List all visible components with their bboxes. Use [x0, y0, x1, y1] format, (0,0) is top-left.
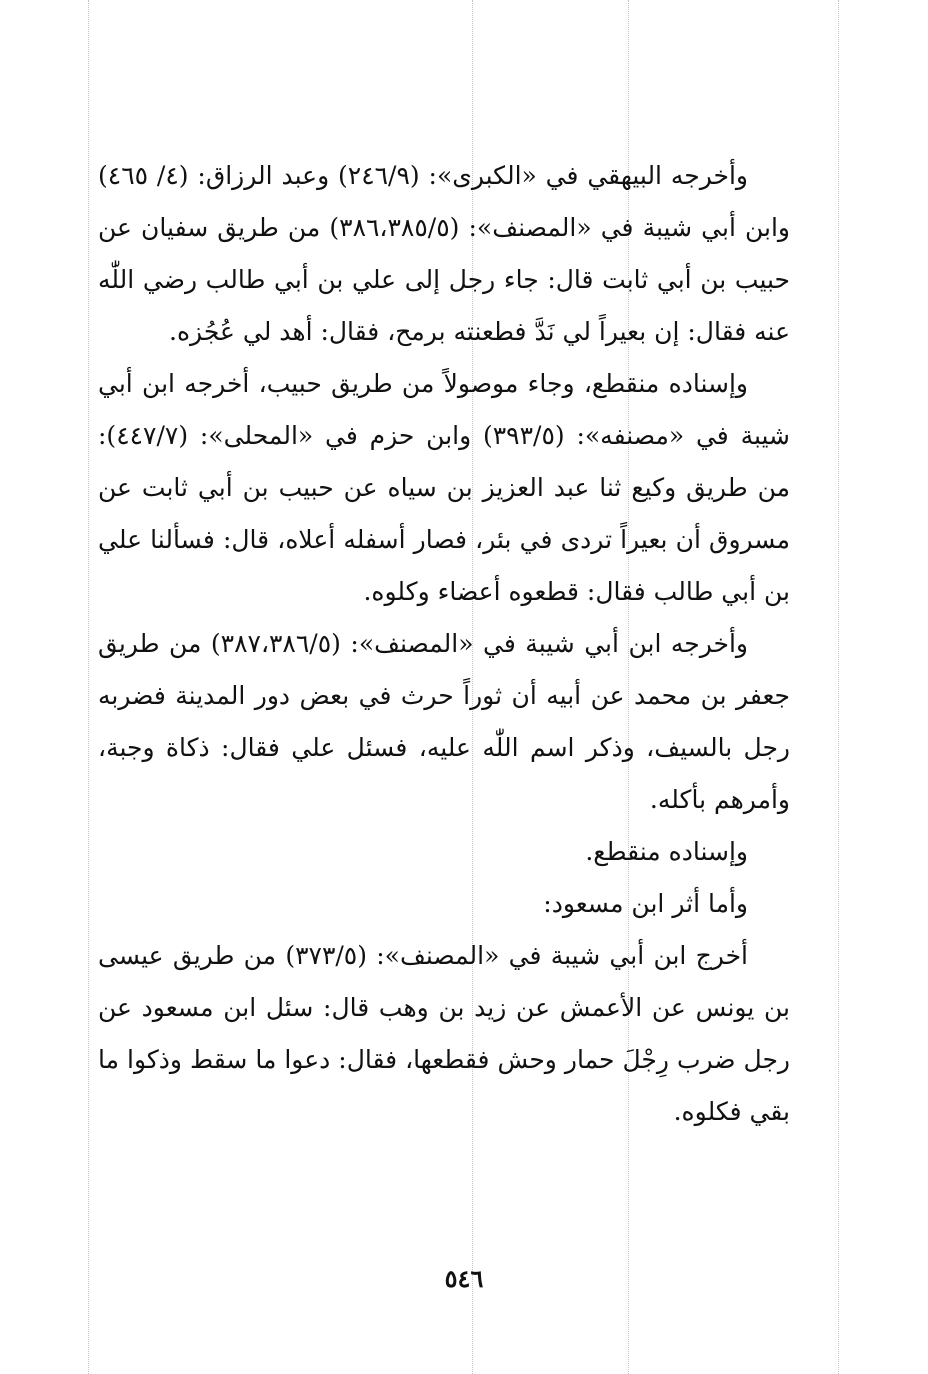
paragraph: أخرج ابن أبي شيبة في «المصنف»: (٣٧٣/٥) من طريق عيسى بن يونس عن الأعمش عن زيد بن وهب قال: سئل ابن مسعود عن رجل ضرب رِجْلَ حمار وحش فقطعها، فقال: دعوا ما سقط وذكوا ما بقي فكلوه. [98, 941, 790, 1126]
page-body [98, 150, 790, 1138]
paragraph: وإسناده منقطع، وجاء موصولاً من طريق حبيب، أخرجه ابن أبي شيبة في «مصنفه»: (٣٩٣/٥) وابن حزم في «المحلى»: (٤٤٧/٧): من طريق وكيع ثنا عبد العزيز بن سياه عن حبيب بن أبي ثابت عن مسروق أن بعيراً تردى في بئر، فصار أسفله أعلاه، قال: فسألنا علي بن أبي طالب فقال: قطعوه أعضاء وكلوه. [98, 369, 791, 606]
scan-dotted-line [838, 0, 839, 1374]
paragraph: وأما أثر ابن مسعود: [543, 889, 748, 918]
scan-dotted-line [88, 0, 89, 1374]
page-number: ٥٤٦ [444, 1264, 484, 1293]
paragraph: وإسناده منقطع. [585, 837, 748, 866]
paragraph: وأخرجه ابن أبي شيبة في «المصنف»: (٣٨٧،٣٨٦/٥) من طريق جعفر بن محمد عن أبيه أن ثوراً حرث في بعض دور المدينة فضربه رجل بالسيف، وذكر اسم اللّٰه عليه، فسئل علي فقال: ذكاة وجبة، وأمرهم بأكله. [98, 629, 790, 814]
paragraph: وأخرجه البيهقي في «الكبرى»: (٢٤٦/٩) وعبد الرزاق: (٤/ ٤٦٥) وابن أبي شيبة في «المصنف»: (٣٨٦،٣٨٥/٥) من طريق سفيان عن حبيب بن أبي ثابت قال: جاء رجل إلى علي بن أبي طالب رضي اللّٰه عنه فقال: إن بعيراً لي نَدَّ فطعنته برمح، فقال: أهد لي عُجُزه. [98, 161, 790, 346]
